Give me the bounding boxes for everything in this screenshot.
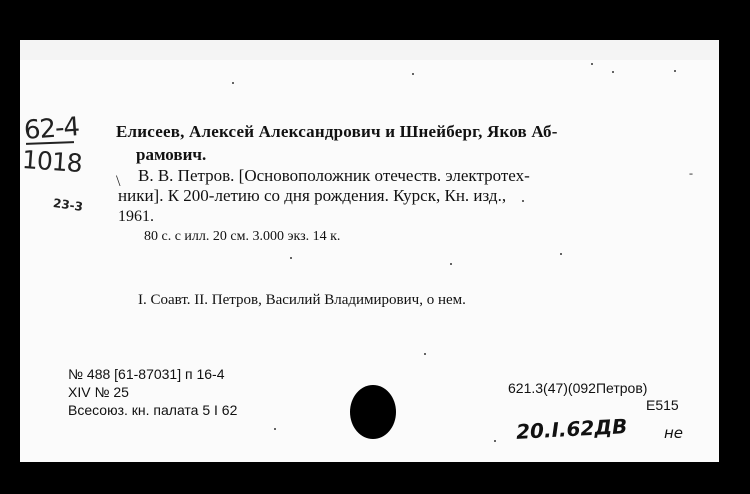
scan-speck: [274, 428, 276, 430]
call-number-divider: [26, 141, 74, 145]
ink-blot: [350, 385, 396, 439]
scan-speck: [450, 263, 452, 265]
scan-speck: [494, 440, 496, 442]
scan-speck: [674, 70, 676, 72]
margin-mark-left: \: [116, 173, 121, 190]
handwritten-shelf-mark: 23-3: [52, 195, 84, 215]
accession-line2: XIV № 25: [68, 384, 129, 400]
imprint-year: 1961.: [118, 208, 154, 225]
tracings-line: I. Соавт. II. Петров, Василий Владимирович, о нем.: [138, 292, 466, 308]
udc-classification: 621.3(47)(092Петров): [508, 380, 648, 396]
accession-line1: № 488 [61-87031] п 16-4: [68, 366, 225, 382]
title-line2: ники]. К 200-летию со дня рождения. Курск, Кн. изд.,: [118, 186, 507, 205]
handwritten-date: 20.I.62ДВ: [515, 414, 628, 444]
author-heading-line2: рамович.: [136, 145, 207, 164]
title-line1: В. В. Петров. [Основоположник отечеств. электротех-: [138, 166, 530, 185]
scan-speck: [612, 71, 614, 73]
accession-line3: Всесоюз. кн. палата 5 I 62: [68, 402, 238, 418]
classification-code: E515: [646, 397, 679, 413]
scan-speck: [560, 253, 562, 255]
scan-speck: [522, 200, 524, 202]
scan-speck: [424, 353, 426, 355]
catalog-card: [20, 40, 719, 462]
author-heading-line1: Елисеев, Алексей Александрович и Шнейберг, Яков Аб-: [116, 122, 558, 141]
margin-mark-right: -: [689, 166, 693, 180]
physical-description: 80 с. с илл. 20 см. 3.000 экз. 14 к.: [144, 229, 341, 244]
card-top-strip: [20, 40, 719, 60]
scan-speck: [232, 82, 234, 84]
handwritten-note: не: [664, 424, 684, 442]
scan-speck: [591, 63, 593, 65]
handwritten-call-number-bottom: 1018: [21, 144, 83, 179]
scan-speck: [412, 73, 414, 75]
scan-speck: [290, 257, 292, 259]
handwritten-call-number-top: 62-4: [23, 112, 80, 146]
